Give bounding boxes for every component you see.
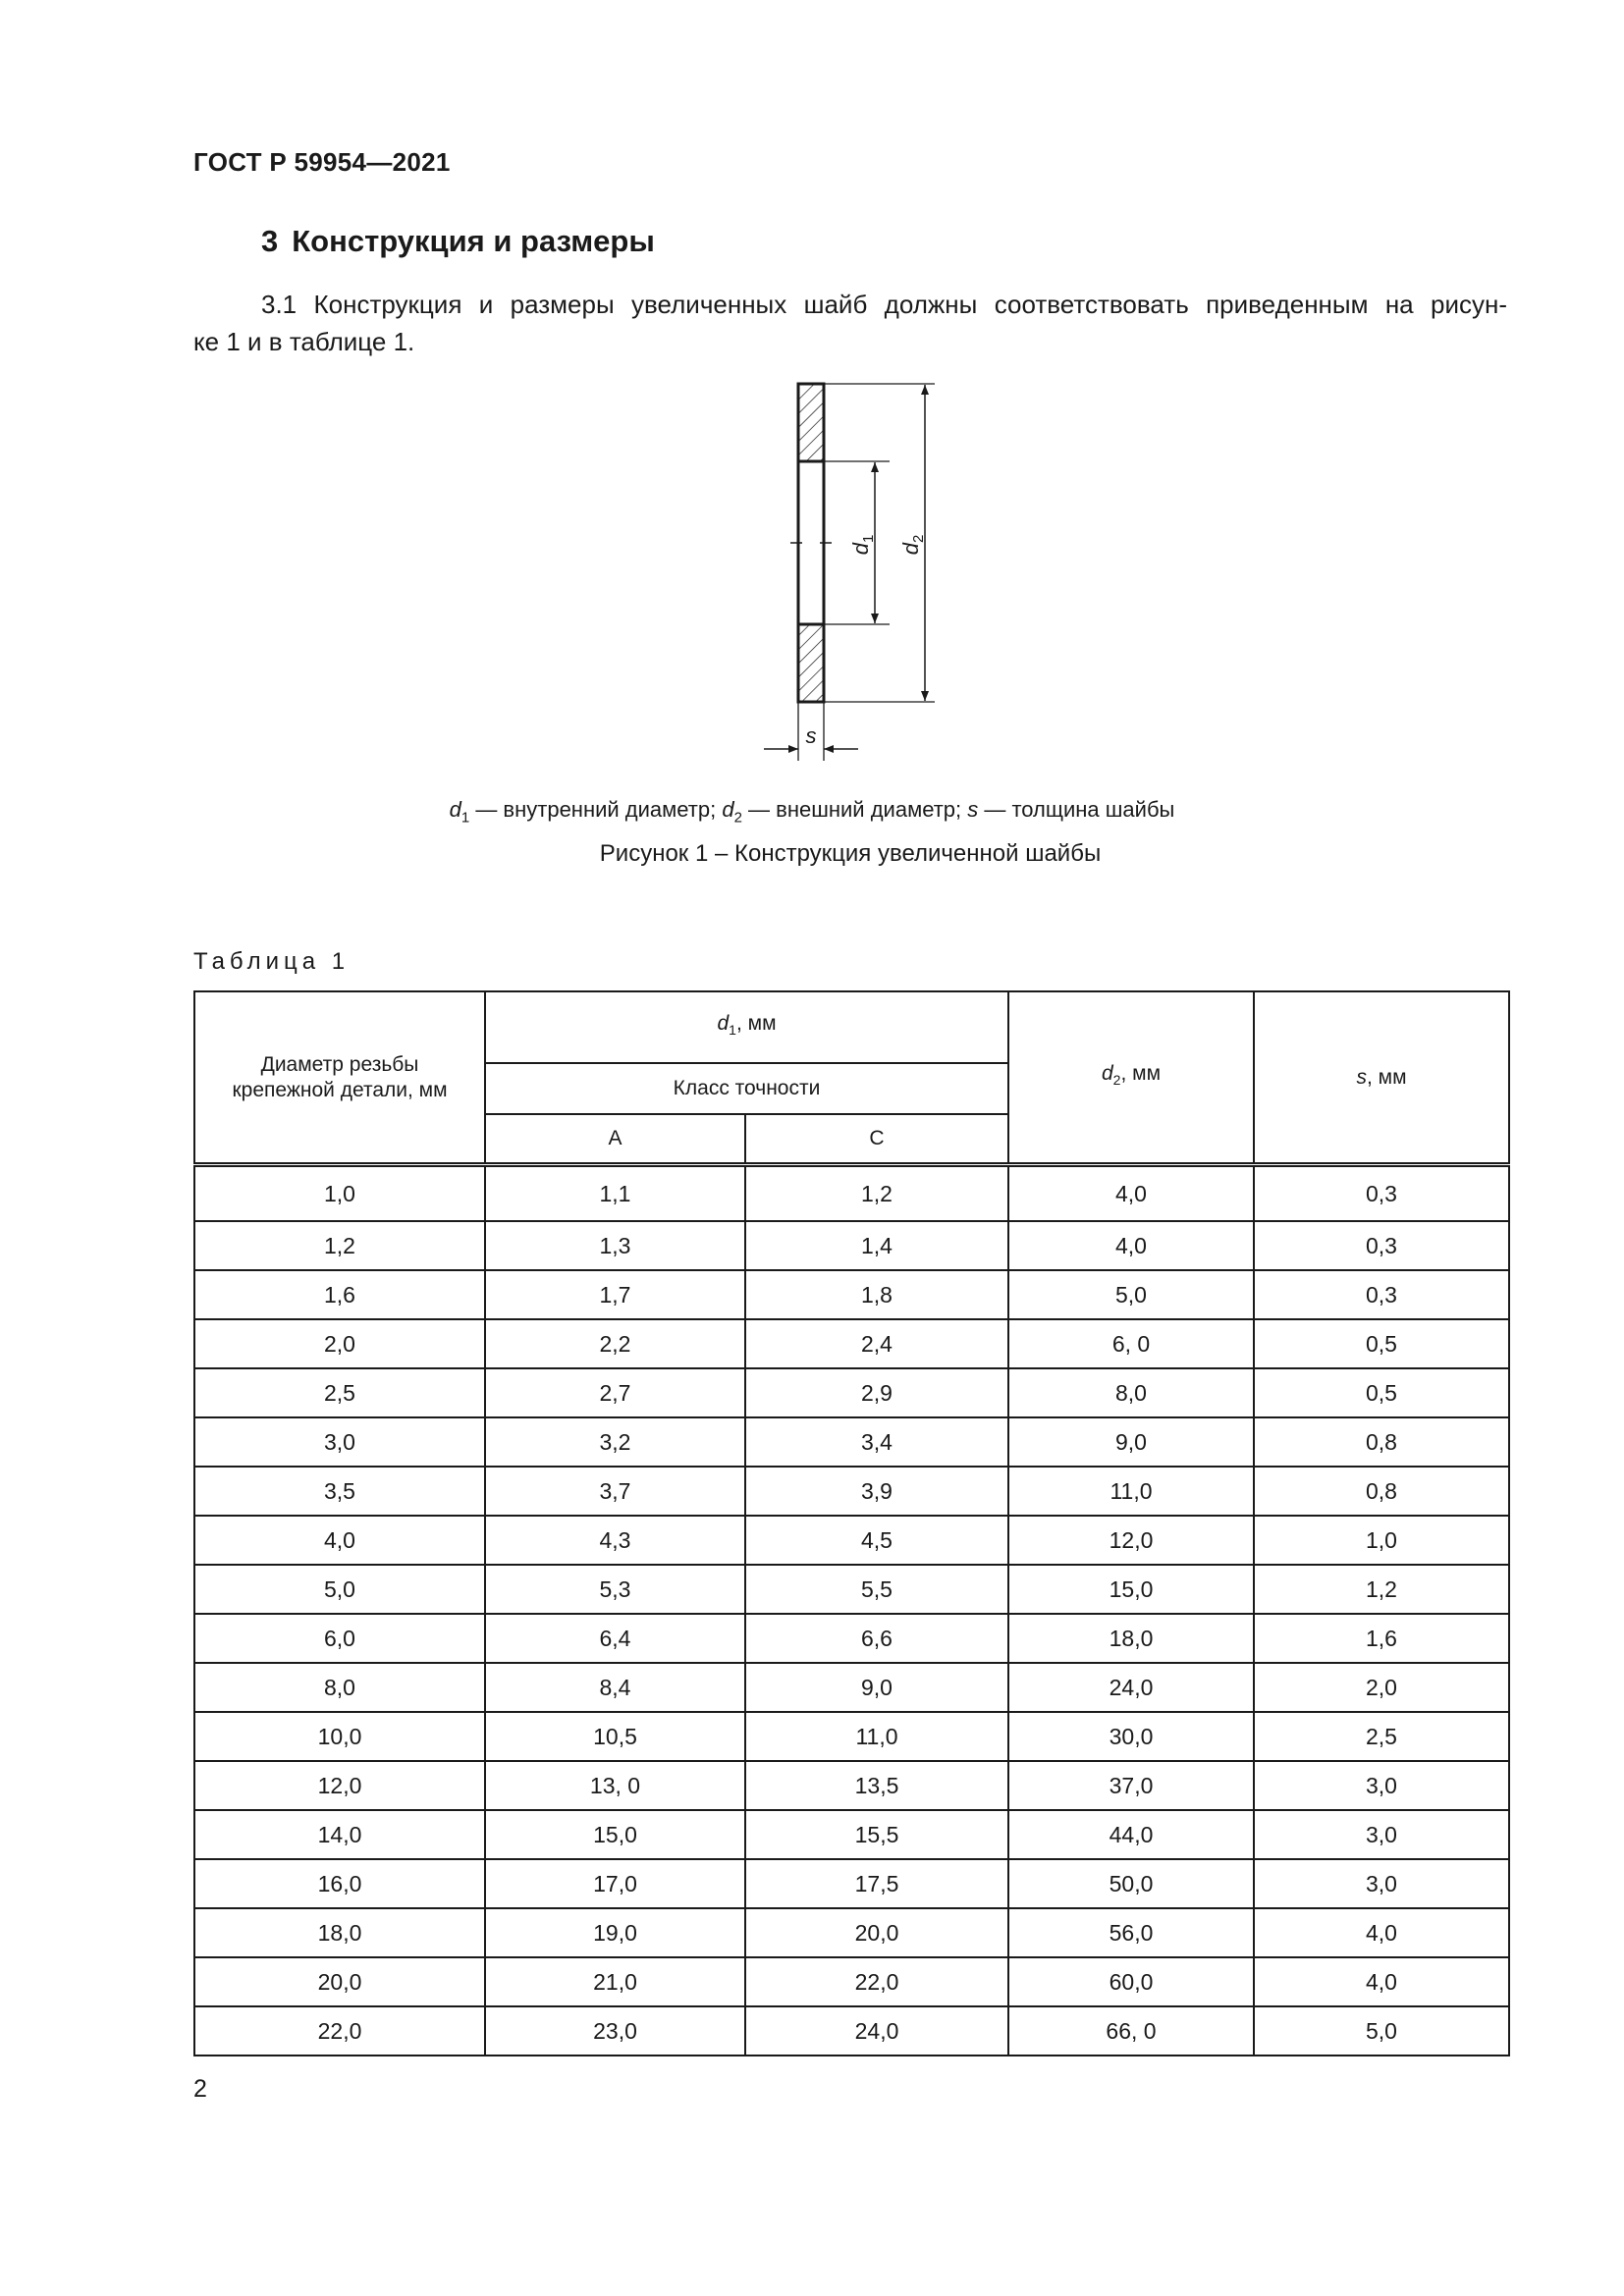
- cell-thread-diameter: 3,0: [194, 1417, 485, 1467]
- cell-thread-diameter: 16,0: [194, 1859, 485, 1908]
- cell-d1-class-a: 1,1: [485, 1165, 745, 1222]
- cell-s: 3,0: [1254, 1810, 1509, 1859]
- cell-d2: 12,0: [1008, 1516, 1254, 1565]
- cell-s: 4,0: [1254, 1957, 1509, 2006]
- header-accuracy-class: Класс точности: [485, 1063, 1008, 1114]
- table-header-row: [194, 991, 1509, 1063]
- cell-d1-class-a: 8,4: [485, 1663, 745, 1712]
- legend-s-text: — толщина шайбы: [978, 797, 1175, 822]
- cell-d1-class-c: 22,0: [745, 1957, 1008, 2006]
- legend-d1-text: — внутренний диаметр;: [469, 797, 723, 822]
- table-row: [194, 2006, 1509, 2056]
- cell-d1-class-c: 13,5: [745, 1761, 1008, 1810]
- washer-section-top: [798, 384, 824, 461]
- cell-d1-class-a: 15,0: [485, 1810, 745, 1859]
- cell-d1-class-c: 1,2: [745, 1165, 1008, 1222]
- figure-caption: Рисунок 1 – Конструкция увеличенной шайбы: [599, 840, 1102, 867]
- legend-d1-var: d: [449, 797, 461, 822]
- cell-d2: 15,0: [1008, 1565, 1254, 1614]
- cell-s: 4,0: [1254, 1908, 1509, 1957]
- section-title: Конструкция и размеры: [292, 224, 655, 258]
- cell-d1-class-a: 6,4: [485, 1614, 745, 1663]
- cell-s: 0,3: [1254, 1270, 1509, 1319]
- cell-d1-class-a: 17,0: [485, 1859, 745, 1908]
- table-row: [194, 1165, 1509, 1222]
- cell-s: 3,0: [1254, 1761, 1509, 1810]
- label-d2: $d_2$: [898, 534, 927, 556]
- cell-s: 0,3: [1254, 1221, 1509, 1270]
- table-row: [194, 1270, 1509, 1319]
- cell-thread-diameter: 6,0: [194, 1614, 485, 1663]
- legend-d2-text: — внешний диаметр;: [741, 797, 968, 822]
- cell-s: 3,0: [1254, 1859, 1509, 1908]
- dimensions-table: [193, 990, 1510, 2056]
- cell-d2: 11,0: [1008, 1467, 1254, 1516]
- table-row: [194, 1908, 1509, 1957]
- header-d1: $d_1$, мм: [485, 991, 1008, 1063]
- cell-d2: 9,0: [1008, 1417, 1254, 1467]
- cell-thread-diameter: 1,0: [194, 1165, 485, 1222]
- table-row: [194, 1957, 1509, 2006]
- table-caption: Таблица 1: [193, 948, 351, 975]
- document-code: ГОСТ Р 59954—2021: [193, 147, 451, 177]
- cell-thread-diameter: 4,0: [194, 1516, 485, 1565]
- cell-s: 1,2: [1254, 1565, 1509, 1614]
- cell-d2: 66, 0: [1008, 2006, 1254, 2056]
- cell-d1-class-c: 6,6: [745, 1614, 1008, 1663]
- cell-thread-diameter: 5,0: [194, 1565, 485, 1614]
- paragraph-3-1: [193, 286, 1507, 360]
- cell-d2: 18,0: [1008, 1614, 1254, 1663]
- cell-d2: 6, 0: [1008, 1319, 1254, 1368]
- header-s: s, мм: [1254, 991, 1509, 1165]
- cell-d1-class-c: 2,9: [745, 1368, 1008, 1417]
- cell-d1-class-c: 15,5: [745, 1810, 1008, 1859]
- cell-s: 1,0: [1254, 1516, 1509, 1565]
- cell-d1-class-c: 9,0: [745, 1663, 1008, 1712]
- header-class-a: А: [485, 1114, 745, 1165]
- table-row: [194, 1565, 1509, 1614]
- paragraph-line-1: 3.1 Конструкция и размеры увеличенных шайб должны соответствовать приведенным на рисун-: [261, 290, 1507, 319]
- table-row: [194, 1761, 1509, 1810]
- cell-d1-class-a: 3,7: [485, 1467, 745, 1516]
- cell-s: 1,6: [1254, 1614, 1509, 1663]
- cell-d1-class-c: 24,0: [745, 2006, 1008, 2056]
- cell-d1-class-a: 5,3: [485, 1565, 745, 1614]
- header-d2: $d_2$, мм: [1008, 991, 1254, 1165]
- cell-d2: 37,0: [1008, 1761, 1254, 1810]
- legend-s-var: s: [967, 797, 979, 822]
- table-row: [194, 1712, 1509, 1761]
- cell-d2: 60,0: [1008, 1957, 1254, 2006]
- cell-thread-diameter: 12,0: [194, 1761, 485, 1810]
- cell-d2: 8,0: [1008, 1368, 1254, 1417]
- cell-d1-class-a: 21,0: [485, 1957, 745, 2006]
- cell-d1-class-c: 3,9: [745, 1467, 1008, 1516]
- label-s: s: [805, 723, 817, 748]
- legend-d2-var: d: [722, 797, 734, 822]
- cell-s: 2,5: [1254, 1712, 1509, 1761]
- cell-thread-diameter: 14,0: [194, 1810, 485, 1859]
- cell-d1-class-a: 1,3: [485, 1221, 745, 1270]
- cell-s: 0,5: [1254, 1319, 1509, 1368]
- cell-d1-class-a: 1,7: [485, 1270, 745, 1319]
- table-row: [194, 1810, 1509, 1859]
- cell-s: 0,5: [1254, 1368, 1509, 1417]
- cell-d1-class-a: 19,0: [485, 1908, 745, 1957]
- cell-d1-class-a: 10,5: [485, 1712, 745, 1761]
- cell-thread-diameter: 1,6: [194, 1270, 485, 1319]
- cell-d1-class-a: 4,3: [485, 1516, 745, 1565]
- cell-d1-class-c: 20,0: [745, 1908, 1008, 1957]
- cell-d1-class-c: 17,5: [745, 1859, 1008, 1908]
- cell-d1-class-a: 13, 0: [485, 1761, 745, 1810]
- cell-d2: 24,0: [1008, 1663, 1254, 1712]
- table-row: [194, 1467, 1509, 1516]
- cell-d1-class-c: 1,4: [745, 1221, 1008, 1270]
- cell-d2: 4,0: [1008, 1165, 1254, 1222]
- table-row: [194, 1368, 1509, 1417]
- cell-d1-class-a: 23,0: [485, 2006, 745, 2056]
- cell-d2: 30,0: [1008, 1712, 1254, 1761]
- cell-d1-class-c: 3,4: [745, 1417, 1008, 1467]
- table-row: [194, 1516, 1509, 1565]
- table-row: [194, 1614, 1509, 1663]
- cell-s: 2,0: [1254, 1663, 1509, 1712]
- cell-d2: 56,0: [1008, 1908, 1254, 1957]
- cell-d1-class-c: 2,4: [745, 1319, 1008, 1368]
- table-row: [194, 1663, 1509, 1712]
- washer-section-bottom: [798, 624, 824, 702]
- cell-d2: 4,0: [1008, 1221, 1254, 1270]
- label-d1: $d_1$: [848, 534, 877, 556]
- cell-d1-class-c: 5,5: [745, 1565, 1008, 1614]
- cell-thread-diameter: 2,5: [194, 1368, 485, 1417]
- header-thread-diameter: Диаметр резьбы крепежной детали, мм: [194, 991, 485, 1165]
- cell-thread-diameter: 8,0: [194, 1663, 485, 1712]
- cell-thread-diameter: 20,0: [194, 1957, 485, 2006]
- cell-thread-diameter: 22,0: [194, 2006, 485, 2056]
- cell-s: 0,3: [1254, 1165, 1509, 1222]
- cell-thread-diameter: 2,0: [194, 1319, 485, 1368]
- table-row: [194, 1319, 1509, 1368]
- cell-d2: 44,0: [1008, 1810, 1254, 1859]
- table-row: [194, 1417, 1509, 1467]
- header-class-c: С: [745, 1114, 1008, 1165]
- legend-d1-sub: 1: [460, 809, 470, 827]
- page-number: 2: [193, 2075, 207, 2103]
- washer-drawing: [746, 368, 962, 771]
- cell-thread-diameter: 1,2: [194, 1221, 485, 1270]
- legend-d2-sub: 2: [733, 809, 742, 827]
- cell-thread-diameter: 10,0: [194, 1712, 485, 1761]
- cell-s: 0,8: [1254, 1417, 1509, 1467]
- cell-thread-diameter: 3,5: [194, 1467, 485, 1516]
- cell-d1-class-c: 11,0: [745, 1712, 1008, 1761]
- table-row: [194, 1221, 1509, 1270]
- cell-s: 5,0: [1254, 2006, 1509, 2056]
- cell-d2: 5,0: [1008, 1270, 1254, 1319]
- section-number: 3: [261, 224, 279, 258]
- cell-d1-class-c: 4,5: [745, 1516, 1008, 1565]
- cell-d1-class-a: 2,2: [485, 1319, 745, 1368]
- cell-thread-diameter: 18,0: [194, 1908, 485, 1957]
- cell-d1-class-a: 3,2: [485, 1417, 745, 1467]
- figure-legend: [0, 797, 1624, 826]
- cell-d1-class-c: 1,8: [745, 1270, 1008, 1319]
- section-heading: [261, 224, 655, 259]
- table-row: [194, 1859, 1509, 1908]
- paragraph-line-2: ке 1 и в таблице 1.: [193, 327, 415, 356]
- cell-d2: 50,0: [1008, 1859, 1254, 1908]
- cell-d1-class-a: 2,7: [485, 1368, 745, 1417]
- cell-s: 0,8: [1254, 1467, 1509, 1516]
